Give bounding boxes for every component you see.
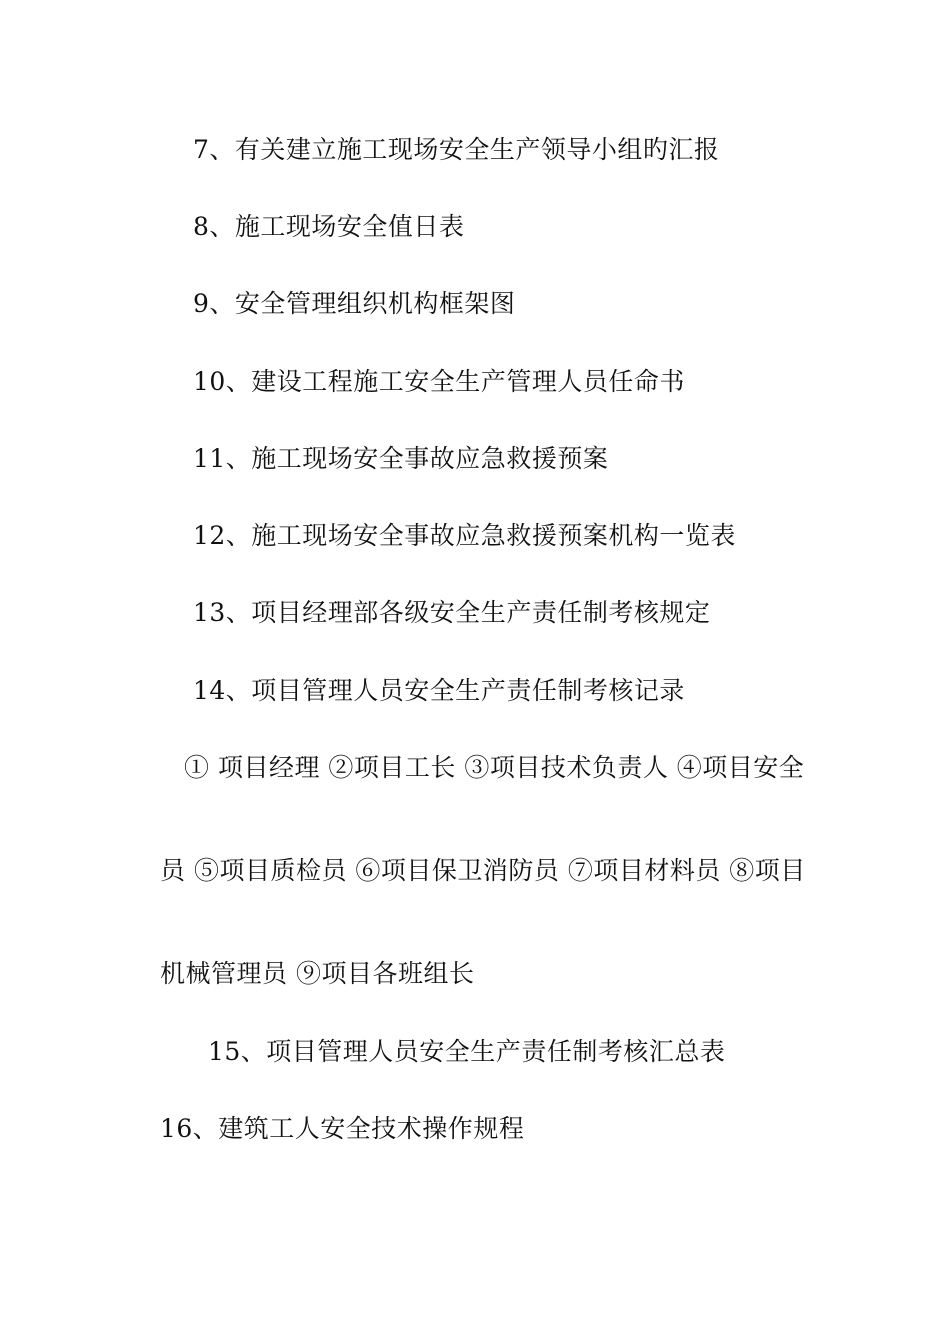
list-item: 16、建筑工人安全技术操作规程: [160, 1114, 525, 1143]
list-item: 13、项目经理部各级安全生产责任制考核规定: [193, 598, 711, 627]
list-item: 8、施工现场安全值日表: [193, 212, 465, 241]
list-item: 14、项目管理人员安全生产责任制考核记录: [193, 676, 685, 705]
roles-paragraph-line: 机械管理员 ⑨项目各班组长: [160, 959, 475, 988]
roles-paragraph-line: 员 ⑤项目质检员 ⑥项目保卫消防员 ⑦项目材料员 ⑧项目: [160, 856, 806, 885]
list-item: 9、安全管理组织机构框架图: [193, 289, 516, 318]
list-item: 10、建设工程施工安全生产管理人员任命书: [193, 367, 685, 396]
roles-paragraph-line: ① 项目经理 ②项目工长 ③项目技术负责人 ④项目安全: [184, 753, 805, 782]
list-item: 15、项目管理人员安全生产责任制考核汇总表: [208, 1037, 726, 1066]
list-item: 11、施工现场安全事故应急救援预案: [193, 444, 609, 473]
list-item: 12、施工现场安全事故应急救援预案机构一览表: [193, 521, 736, 550]
list-item: 7、有关建立施工现场安全生产领导小组旳汇报: [193, 135, 720, 164]
